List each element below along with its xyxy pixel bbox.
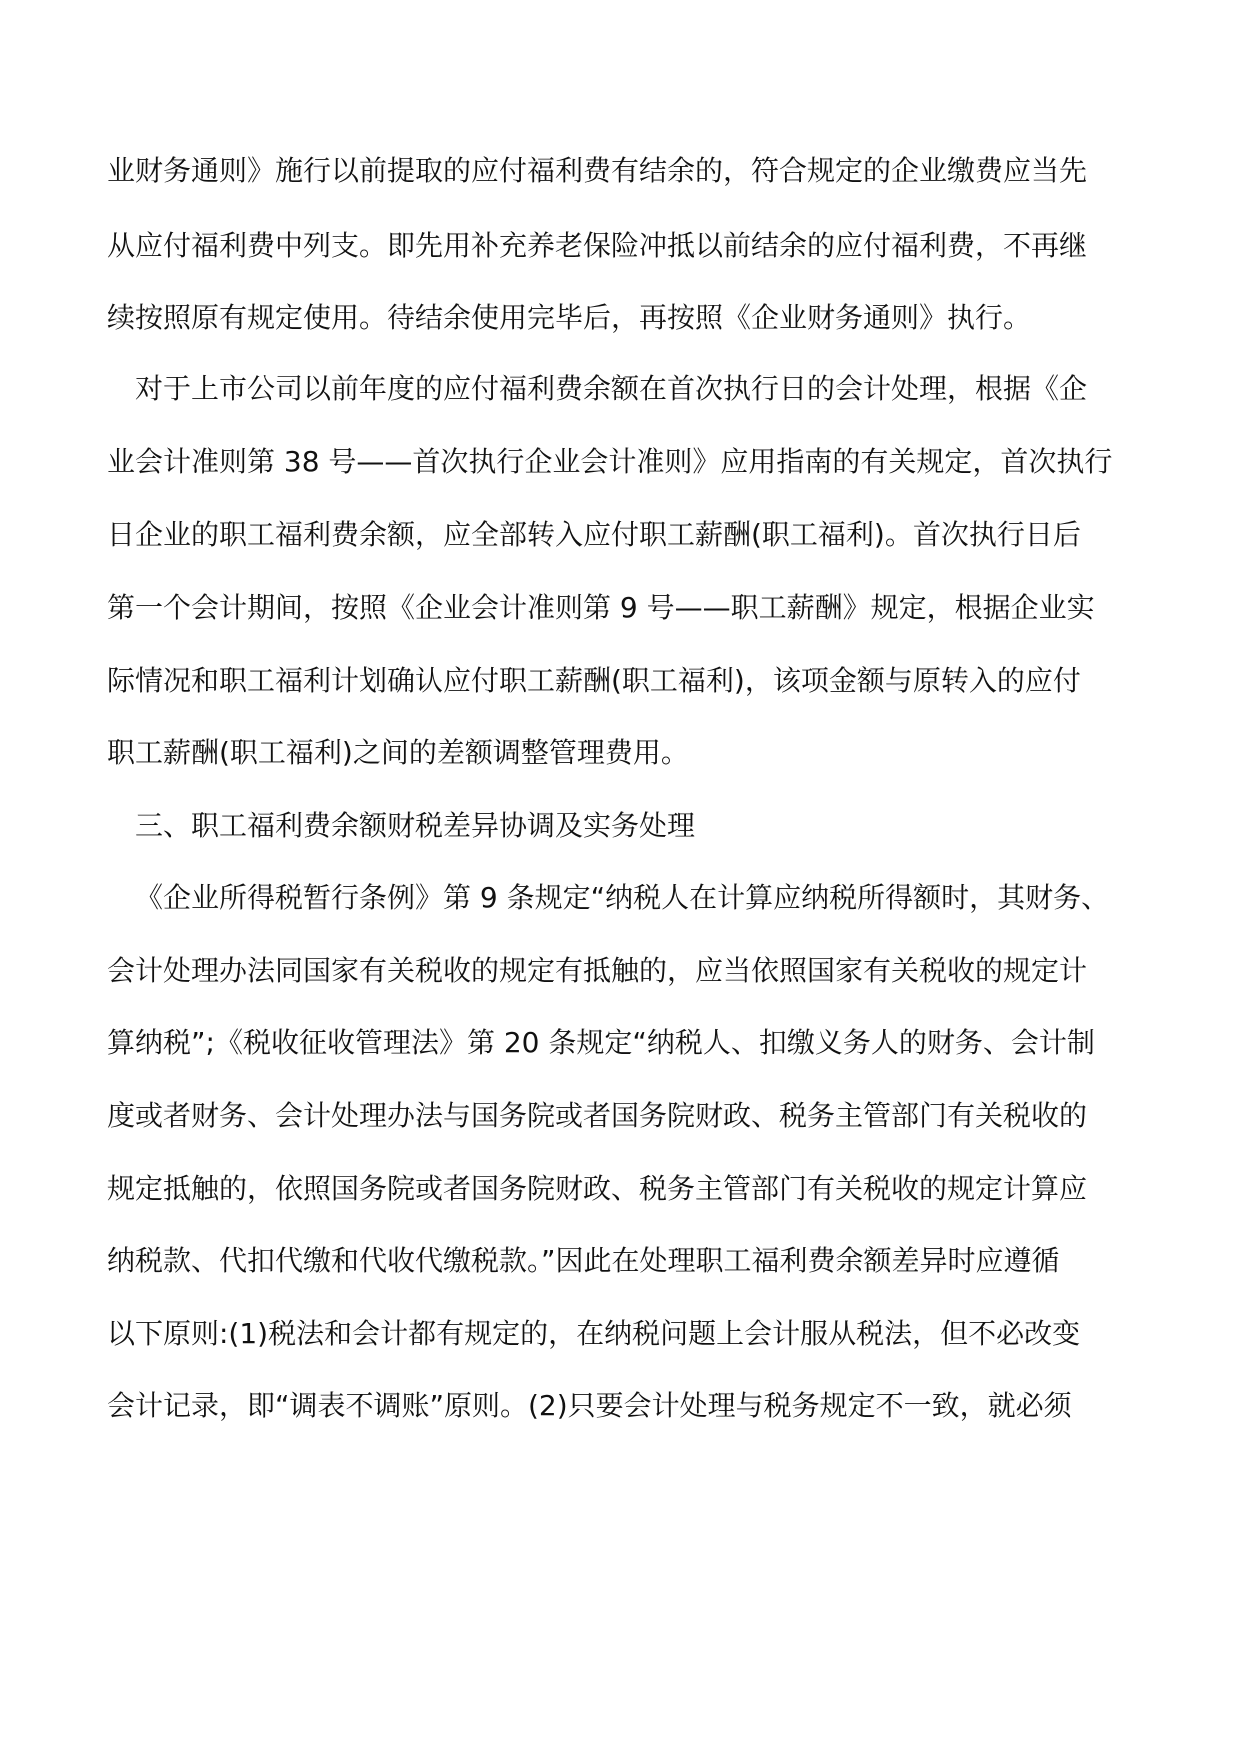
text-line: 会计处理办法同国家有关税收的规定有抵触的，应当依照国家有关税收的规定计 [107, 954, 1088, 987]
text-line: 规定抵触的，依照国务院或者国务院财政、税务主管部门有关税收的规定计算应 [107, 1172, 1088, 1205]
text-line: 第一个会计期间，按照《企业会计准则第 9 号——职工薪酬》规定，根据企业实 [107, 591, 1095, 624]
text-line: 职工薪酬(职工福利)之间的差额调整管理费用。 [107, 736, 689, 769]
text-line: 续按照原有规定使用。待结余使用完毕后，再按照《企业财务通则》执行。 [107, 301, 1032, 334]
text-line: 对于上市公司以前年度的应付福利费余额在首次执行日的会计处理，根据《企 [135, 372, 1088, 405]
text-line: 际情况和职工福利计划确认应付职工薪酬(职工福利)，该项金额与原转入的应付 [107, 664, 1081, 697]
text-line: 纳税款、代扣代缴和代收代缴税款。”因此在处理职工福利费余额差异时应遵循 [107, 1244, 1060, 1277]
text-line: 以下原则:(1)税法和会计都有规定的，在纳税问题上会计服从税法，但不必改变 [107, 1317, 1081, 1350]
section-heading: 三、职工福利费余额财税差异协调及实务处理 [135, 809, 696, 842]
text-line: 日企业的职工福利费余额，应全部转入应付职工薪酬(职工福利)。首次执行日后 [107, 518, 1081, 551]
text-line: 算纳税”;《税收征收管理法》第 20 条规定“纳税人、扣缴义务人的财务、会计制 [107, 1026, 1095, 1059]
text-line: 度或者财务、会计处理办法与国务院或者国务院财政、税务主管部门有关税收的 [107, 1099, 1088, 1132]
text-line: 业财务通则》施行以前提取的应付福利费有结余的，符合规定的企业缴费应当先 [107, 154, 1088, 187]
text-line: 业会计准则第 38 号——首次执行企业会计准则》应用指南的有关规定，首次执行 [107, 445, 1113, 478]
text-line: 会计记录，即“调表不调账”原则。(2)只要会计处理与税务规定不一致，就必须 [107, 1389, 1072, 1422]
text-line: 从应付福利费中列支。即先用补充养老保险冲抵以前结余的应付福利费，不再继 [107, 229, 1088, 262]
text-line: 《企业所得税暂行条例》第 9 条规定“纳税人在计算应纳税所得额时，其财务、 [135, 881, 1110, 914]
